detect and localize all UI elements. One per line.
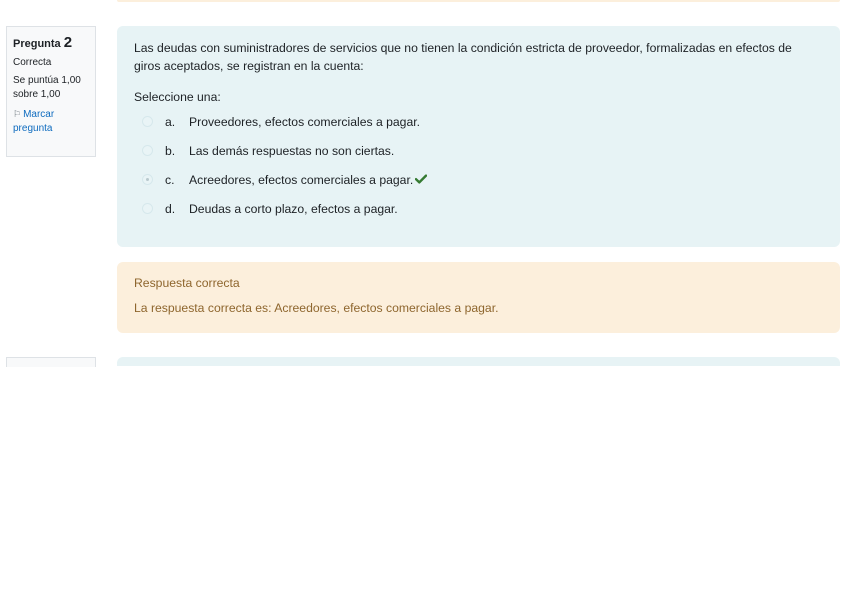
answer-option-d[interactable] (134, 194, 823, 223)
correct-answer-text: La respuesta correcta es: Acreedores, efectos comerciales a pagar. (134, 301, 499, 315)
question-text: Las deudas con suministradores de servicios que no tienen la condición estricta de proveedor, formalizadas en efectos de giros aceptados, se registran en la cuenta: (134, 41, 792, 73)
answer-radio-c[interactable] (142, 174, 153, 185)
answer-feedback (117, 262, 840, 333)
flag-icon: ⚐ (13, 109, 22, 119)
answer-option-b[interactable] (134, 136, 823, 165)
answer-letter: b. (165, 143, 176, 158)
question-state: Correcta (13, 57, 52, 68)
answer-letter: c. (165, 172, 175, 187)
answer-letter: d. (165, 201, 176, 216)
answer-list (134, 107, 823, 223)
answer-prompt: Seleccione una: (134, 90, 221, 104)
previous-feedback-edge (117, 0, 840, 2)
next-question-formulation (117, 357, 840, 366)
answer-text: Proveedores, efectos comerciales a pagar. (189, 114, 421, 129)
question-info (6, 26, 96, 157)
answer-radio-a[interactable] (142, 116, 153, 127)
answer-option-a[interactable] (134, 107, 823, 136)
answer-option-c[interactable] (134, 165, 823, 194)
flag-question-label: Marcar pregunta (13, 109, 55, 134)
next-question-info (6, 357, 96, 367)
question-formulation (117, 26, 840, 247)
answer-radio-b[interactable] (142, 145, 153, 156)
answer-text: Acreedores, efectos comerciales a pagar. (189, 172, 414, 187)
answer-text: Deudas a corto plazo, efectos a pagar. (189, 201, 398, 216)
question-grade: Se puntúa 1,00 sobre 1,00 (13, 75, 81, 100)
question-number (13, 34, 95, 53)
answer-radio-d[interactable] (142, 203, 153, 214)
question-label: Pregunta (13, 38, 61, 50)
question-number-value: 2 (63, 34, 73, 51)
flag-question-link[interactable] (13, 107, 95, 136)
answer-text: Las demás respuestas no son ciertas. (189, 143, 395, 158)
check-icon (415, 172, 427, 188)
answer-letter: a. (165, 114, 176, 129)
feedback-title: Respuesta correcta (134, 276, 240, 290)
